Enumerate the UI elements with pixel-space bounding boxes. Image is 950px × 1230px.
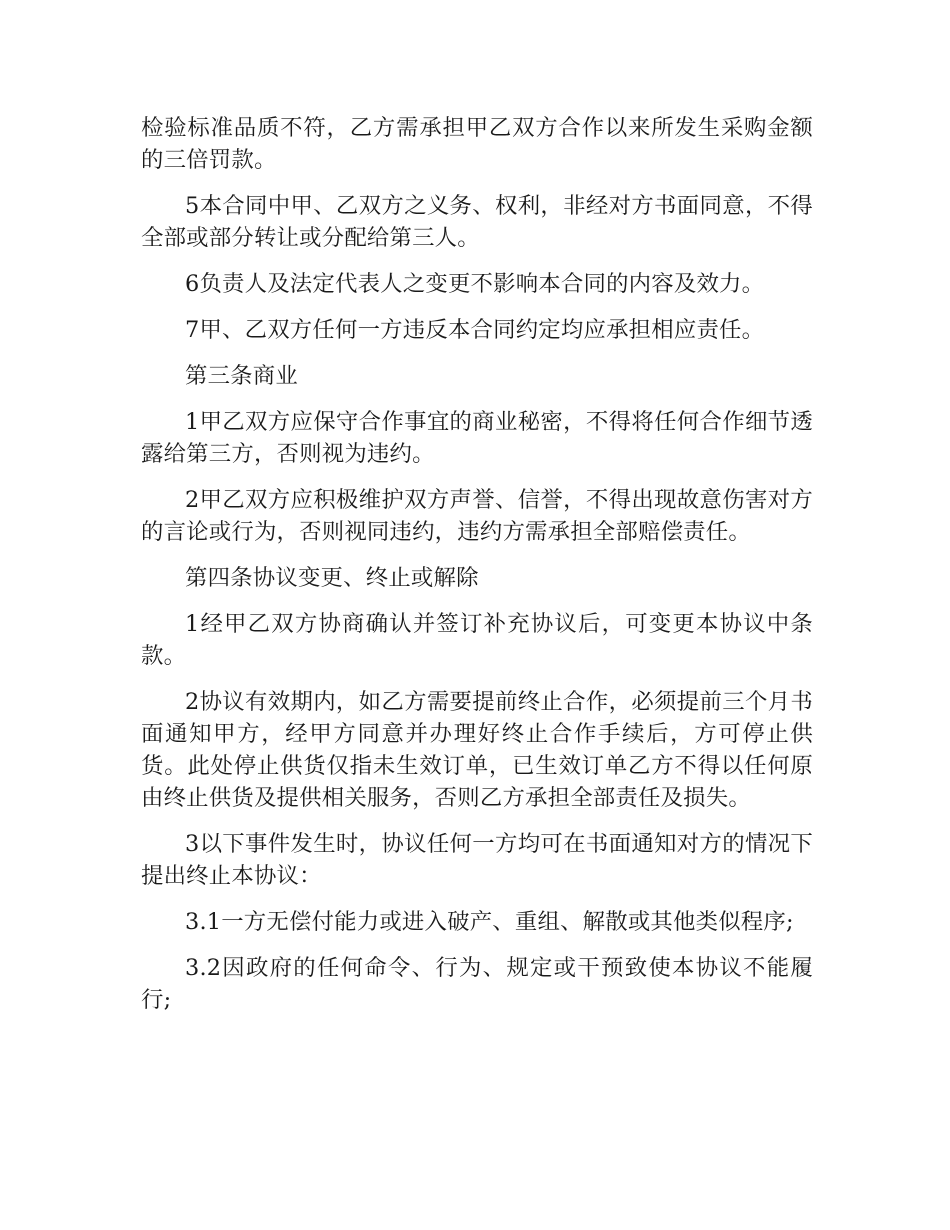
paragraph-confidentiality-1: 1甲乙双方应保守合作事宜的商业秘密，不得将任何合作细节透露给第三方，否则视为违约。 xyxy=(141,409,813,467)
paragraph-termination-events-3: 3以下事件发生时，协议任何一方均可在书面通知对方的情况下提出终止本协议： xyxy=(141,831,813,889)
paragraph-event-3-2: 3.2因政府的任何命令、行为、规定或干预致使本协议不能履行; xyxy=(141,955,813,1013)
document-body xyxy=(141,112,813,1030)
section-heading-article-4: 第四条协议变更、终止或解除 xyxy=(185,565,479,591)
paragraph-penalty-continuation: 检验标准品质不符，乙方需承担甲乙双方合作以来所发生采购金额的三倍罚款。 xyxy=(141,115,813,173)
paragraph-early-termination-2: 2协议有效期内，如乙方需要提前终止合作，必须提前三个月书面通知甲方，经甲方同意并办理好终止合作手续后，方可停止供货。此处停止供货仅指未生效订单，已生效订单乙方不得以任何原由终止供货及提供相关服务，否则乙方承担全部责任及损失。 xyxy=(141,689,813,811)
paragraph-clause-5: 5本合同中甲、乙双方之义务、权利，非经对方书面同意，不得全部或部分转让或分配给第三人。 xyxy=(141,193,813,251)
paragraph-clause-6: 6负责人及法定代表人之变更不影响本合同的内容及效力。 xyxy=(185,271,765,297)
paragraph-amendment-1: 1经甲乙双方协商确认并签订补充协议后，可变更本协议中条款。 xyxy=(141,611,813,669)
paragraph-clause-7: 7甲、乙双方任何一方违反本合同约定均应承担相应责任。 xyxy=(185,317,765,343)
paragraph-event-3-1: 3.1一方无偿付能力或进入破产、重组、解散或其他类似程序; xyxy=(185,909,794,935)
paragraph-reputation-2: 2甲乙双方应积极维护双方声誉、信誉，不得出现故意伤害对方的言论或行为，否则视同违约，违约方需承担全部赔偿责任。 xyxy=(141,487,813,545)
section-heading-article-3: 第三条商业 xyxy=(185,363,298,389)
